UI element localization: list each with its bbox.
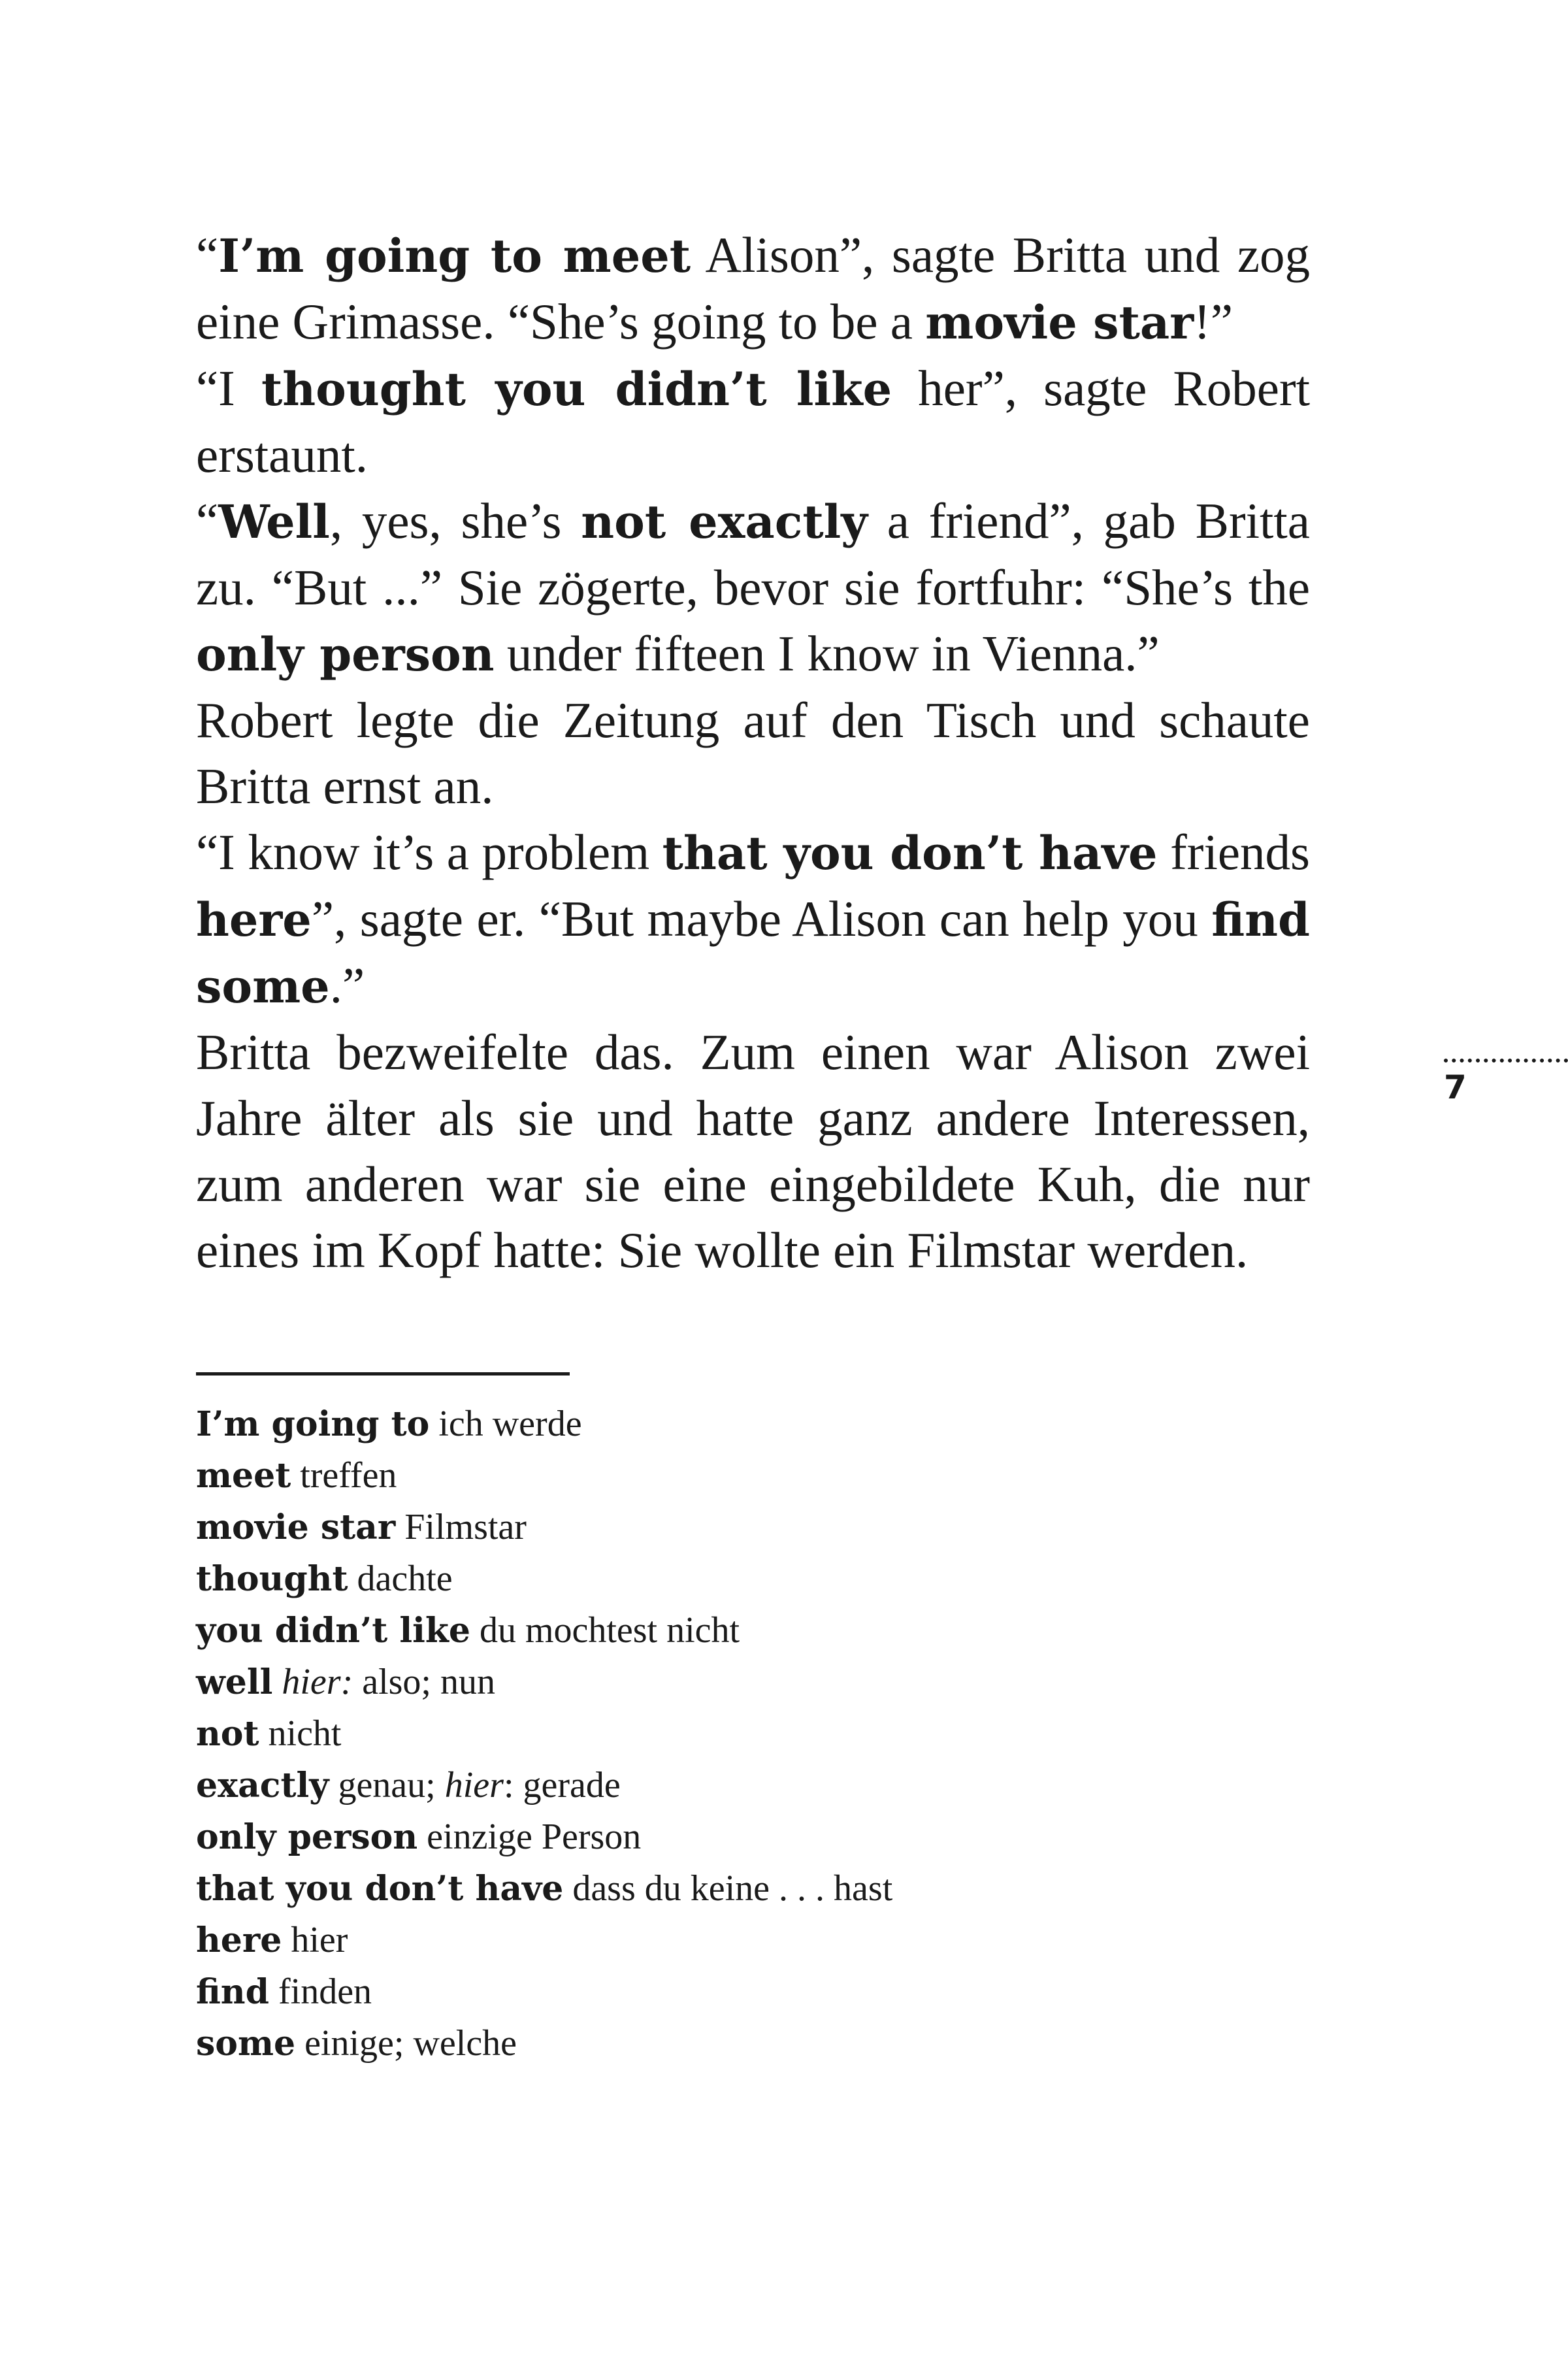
glossary-entry: not nicht bbox=[196, 1713, 342, 1754]
page-number-marker bbox=[1444, 1059, 1568, 1106]
paragraph-2: “I thought you didn’t like her”, sagte Robert erstaunt. bbox=[196, 360, 1310, 483]
paragraph-3: “Well, yes, she’s not exactly a friend”, gab Britta zu. “But ...” Sie zögerte, bevor sie fortfuhr: “She’s the only person under fifteen I know in Vienna.” bbox=[196, 493, 1310, 682]
glossary-entry: I’m going to ich werde bbox=[196, 1404, 582, 1444]
glossary-entry: exactly genau; hier: gerade bbox=[196, 1765, 621, 1805]
vocab-highlight: here bbox=[196, 893, 312, 947]
paragraph-6: Britta bezweifelte das. Zum einen war Alison zwei Jahre älter als sie und hatte ganz andere Interessen, zum anderen war sie eine eingebildete Kuh, die nur eines im Kopf hatte: Sie wollte ein Filmstar werden. bbox=[196, 1024, 1310, 1278]
paragraph-5: “I know it’s a problem that you don’t have friends here”, sagte er. “But maybe Alison can help you find some.” bbox=[196, 824, 1310, 1013]
paragraph-4: Robert legte die Zeitung auf den Tisch und schaute Britta ernst an. bbox=[196, 692, 1310, 814]
glossary-entry: find finden bbox=[196, 1971, 372, 2012]
vocab-highlight: I’m going to meet bbox=[218, 229, 691, 283]
vocab-highlight: find some bbox=[196, 893, 1310, 1013]
glossary-entry: meet treffen bbox=[196, 1455, 397, 1496]
glossary-entry: movie star Filmstar bbox=[196, 1507, 527, 1547]
glossary-entry: well hier: also; nun bbox=[196, 1662, 495, 1702]
glossary-entry: thought dachte bbox=[196, 1558, 453, 1599]
vocab-highlight: Well bbox=[218, 495, 330, 549]
vocab-highlight: not exactly bbox=[581, 495, 868, 549]
glossary-entry: only person einzige Person bbox=[196, 1817, 642, 1857]
vocab-highlight: that you don’t have bbox=[662, 826, 1158, 880]
glossary-entry: that you don’t have dass du keine . . . hast bbox=[196, 1868, 893, 1909]
glossary-entry: you didn’t like du mochtest nicht bbox=[196, 1610, 740, 1651]
glossary-entry: here hier bbox=[196, 1920, 348, 1960]
footnote-divider bbox=[196, 1372, 570, 1375]
vocab-highlight: movie star bbox=[925, 295, 1194, 350]
paragraph-1: “I’m going to meet Alison”, sagte Britta und zog eine Grimasse. “She’s going to be a movie star!” bbox=[196, 227, 1310, 350]
page-number: 7 bbox=[1444, 1068, 1467, 1106]
vocabulary-glossary bbox=[196, 1398, 1241, 2069]
vocab-highlight: thought you didn’t like bbox=[261, 362, 892, 416]
story-text bbox=[196, 222, 1310, 1283]
vocab-highlight: only person bbox=[196, 627, 495, 682]
dotted-leader bbox=[1444, 1059, 1568, 1062]
glossary-entry: some einige; welche bbox=[196, 2023, 517, 2064]
